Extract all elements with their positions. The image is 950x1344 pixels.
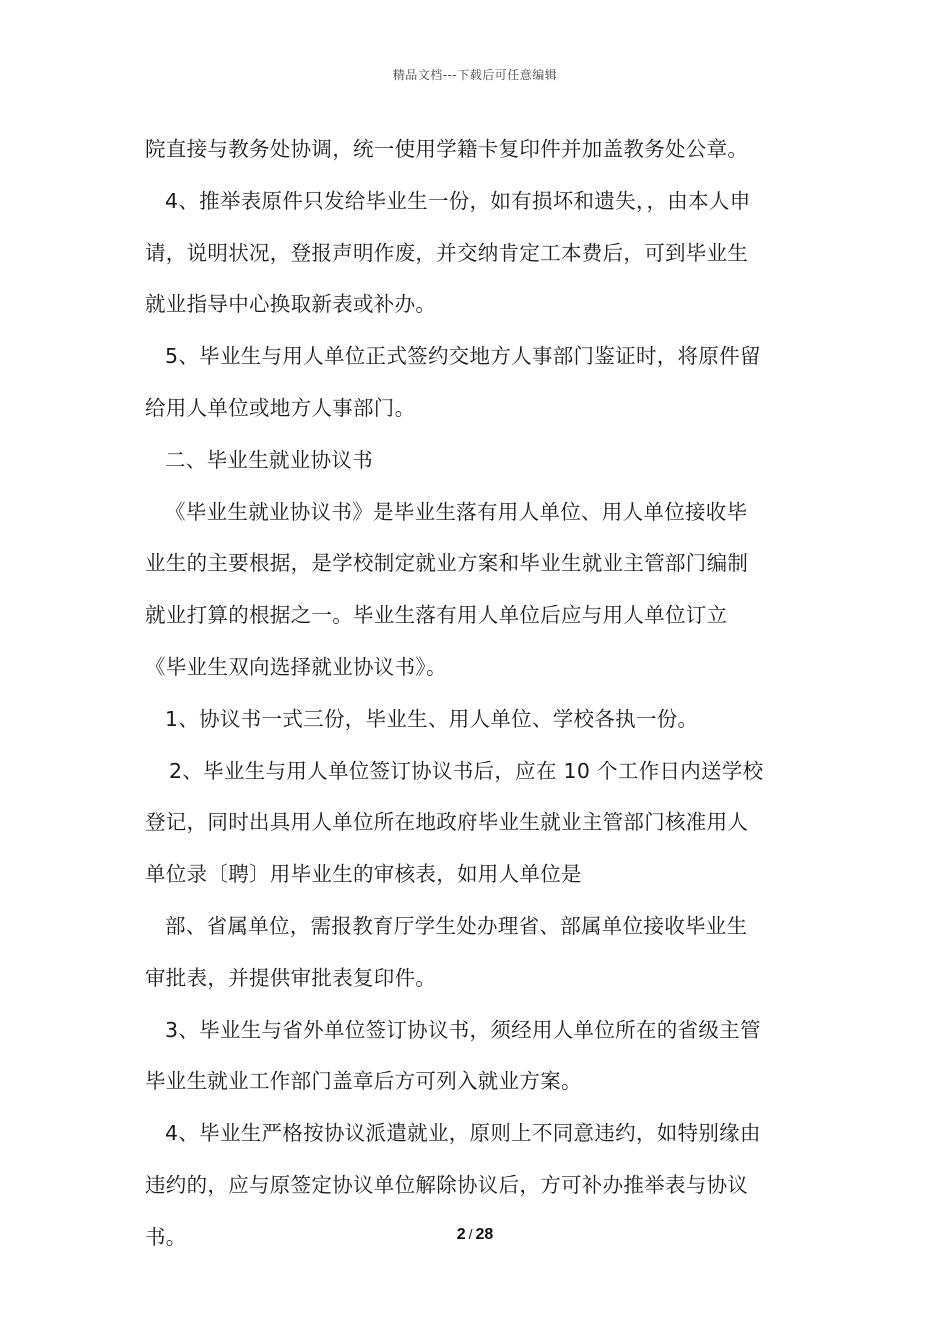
paragraph-line: 4、推举表原件只发给毕业生一份，如有损坏和遗失，，由本人申 — [165, 188, 751, 213]
page-separator: / — [468, 1226, 473, 1242]
paragraph-line: 1、协议书一式三份，毕业生、用人单位、学校各执一份。 — [165, 706, 699, 731]
paragraph-line: 部、省属单位，需报教育厅学生处办理省、部属单位接收毕业生 — [165, 913, 748, 938]
paragraph-line: 就业指导中心换取新表或补办。 — [145, 292, 437, 317]
paragraph-line: 毕业生就业工作部门盖章后方可列入就业方案。 — [145, 1069, 582, 1094]
paragraph-line: 业生的主要根据，是学校制定就业方案和毕业生就业主管部门编制 — [145, 551, 749, 576]
paragraph-line: 请，说明状况，登报声明作废，并交纳肯定工本费后，可到毕业生 — [145, 240, 749, 265]
document-body — [145, 124, 810, 1264]
paragraph-line: 5、毕业生与用人单位正式签约交地方人事部门鉴证时，将原件留 — [165, 344, 761, 369]
paragraph-line: 就业打算的根据之一。毕业生落有用人单位后应与用人单位订立 — [145, 603, 728, 628]
paragraph-line: 2、毕业生与用人单位签订协议书后，应在 10 个工作日内送学校 — [169, 758, 764, 783]
paragraph-line: 院直接与教务处协调，统一使用学籍卡复印件并加盖教务处公章。 — [145, 137, 749, 161]
paragraph-line: 审批表，并提供审批表复印件。 — [145, 965, 437, 990]
paragraph-line: 4、毕业生严格按协议派遣就业，原则上不同意违约，如特别缘由 — [165, 1121, 761, 1146]
paragraph-line: 违约的，应与原签定协议单位解除协议后，方可补办推举表与协议 — [145, 1172, 749, 1197]
paragraph-line: 《毕业生双向选择就业协议书》。 — [145, 654, 447, 679]
paragraph-line: 单位录〔聘〕用毕业生的审核表，如用人单位是 — [145, 862, 582, 887]
page-header: 精品文档---下载后可任意编辑 — [392, 68, 558, 82]
section-heading: 二、毕业生就业协议书 — [165, 447, 373, 472]
total-page-count: 28 — [475, 1226, 494, 1243]
paragraph-line: 给用人单位或地方人事部门。 — [145, 395, 416, 420]
page-number — [0, 1226, 950, 1244]
paragraph-line: 3、毕业生与省外单位签订协议书，须经用人单位所在的省级主管 — [165, 1017, 761, 1042]
paragraph-line: 《毕业生就业协议书》是毕业生落有用人单位、用人单位接收毕 — [165, 499, 748, 524]
paragraph-line: 登记，同时出具用人单位所在地政府毕业生就业主管部门核准用人 — [145, 810, 749, 835]
paragraph-line: 书。 — [145, 1224, 187, 1249]
current-page-number: 2 — [456, 1226, 466, 1243]
